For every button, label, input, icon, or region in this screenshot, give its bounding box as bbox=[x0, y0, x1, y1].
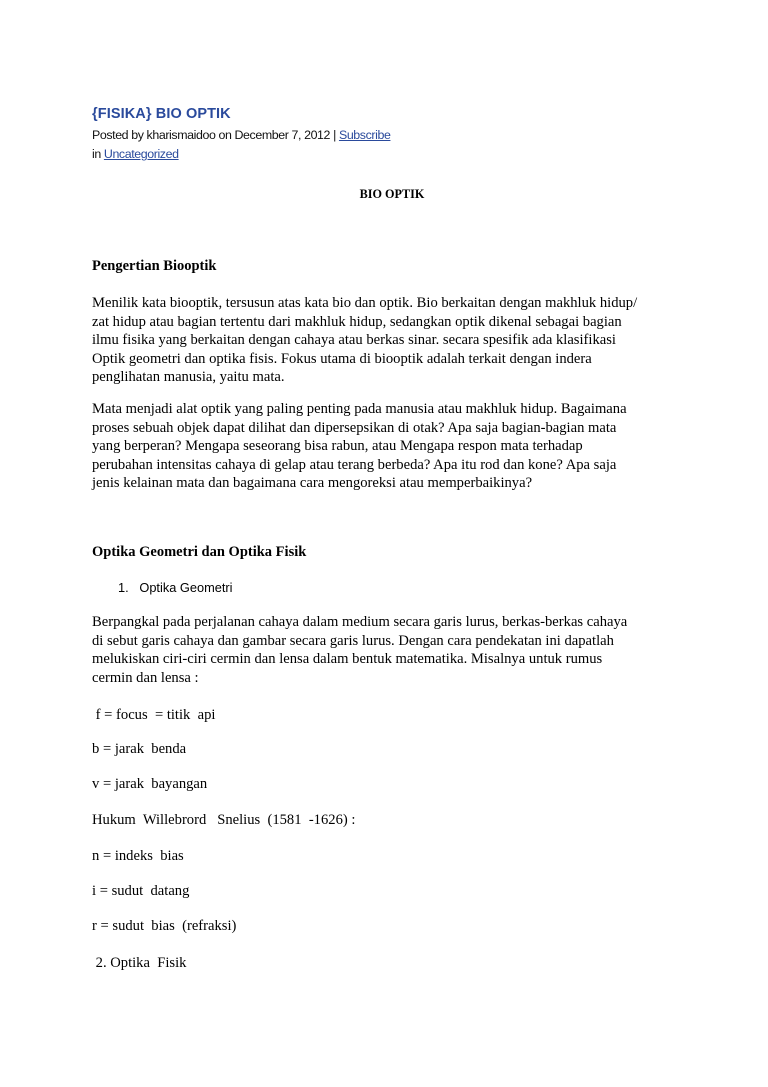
text-line: jenis kelainan mata dan bagaimana cara mengoreksi atau memperbaikinya? bbox=[92, 475, 533, 492]
subscribe-link[interactable]: Subscribe bbox=[338, 128, 391, 142]
def-jarak-bayangan bbox=[92, 776, 692, 793]
text-line: yang berperan? Mengapa seseorang bisa rabun, atau Mengapa respon mata terhadap bbox=[92, 438, 583, 455]
text-line: penglihatan manusia, yaitu mata. bbox=[92, 369, 285, 386]
document-page bbox=[92, 0, 692, 1087]
section-heading-optika bbox=[92, 544, 692, 561]
definition-line: n = indeks bias bbox=[92, 848, 184, 864]
category-link[interactable]: Uncategorized bbox=[103, 147, 179, 161]
text-line: Optik geometri dan optika fisis. Fokus utama di biooptik adalah terkait dengan indera bbox=[92, 350, 592, 367]
post-meta-line bbox=[92, 128, 390, 142]
text-line: cermin dan lensa : bbox=[92, 669, 199, 686]
section-title: Pengertian Biooptik bbox=[92, 258, 217, 274]
def-focus bbox=[92, 707, 692, 724]
def-jarak-benda bbox=[92, 741, 692, 758]
def-sudut-datang bbox=[92, 883, 692, 900]
definition-line: Hukum Willebrord Snelius (1581 -1626) : bbox=[92, 812, 356, 828]
text-line: perubahan intensitas cahaya di gelap atau terang berbeda? Apa itu rod dan kone? Apa saja bbox=[92, 456, 617, 473]
paragraph-intro bbox=[92, 294, 692, 387]
snelius-law bbox=[92, 812, 692, 829]
def-sudut-bias bbox=[92, 918, 692, 935]
list-label: Optika Geometri bbox=[139, 580, 233, 595]
post-category-line bbox=[92, 147, 179, 161]
definition-line: v = jarak bayangan bbox=[92, 776, 208, 792]
text-line: zat hidup atau bagian tertentu dari makhluk hidup, sedangkan optik dikenal sebagai bagian bbox=[92, 313, 622, 330]
definition-line: b = jarak benda bbox=[92, 741, 187, 757]
text-line: Mata menjadi alat optik yang paling penting pada manusia atau makhluk hidup. Bagaimana bbox=[92, 401, 627, 417]
text-line: proses sebuah objek dapat dilihat dan dipersepsikan di otak? Apa saja bagian-bagian mata bbox=[92, 419, 617, 436]
text-line: Menilik kata biooptik, tersusun atas kata bio dan optik. Bio berkaitan dengan makhluk hidup/ bbox=[92, 295, 638, 311]
list-number: 1. bbox=[118, 580, 129, 595]
text-line: melukiskan ciri-ciri cermin dan lensa dalam bentuk matematika. Misalnya untuk rumus bbox=[92, 651, 603, 668]
post-title[interactable]: {FISIKA} BIO OPTIK bbox=[92, 106, 231, 122]
document-heading: BIO OPTIK bbox=[359, 187, 425, 201]
definition-line: 2. Optika Fisik bbox=[92, 955, 187, 971]
definition-line: f = focus = titik api bbox=[92, 707, 216, 723]
def-indeks-bias bbox=[92, 848, 692, 865]
paragraph-berpangkal bbox=[92, 613, 692, 687]
definition-line: r = sudut bias (refraksi) bbox=[92, 918, 237, 934]
posted-by-text: Posted by kharismaidoo on December 7, 2012 | bbox=[92, 128, 339, 142]
category-prefix: in bbox=[92, 147, 104, 161]
heading-optika-fisik bbox=[92, 955, 692, 972]
section-title: Optika Geometri dan Optika Fisik bbox=[92, 544, 307, 560]
section-heading-pengertian bbox=[92, 258, 692, 275]
paragraph-mata bbox=[92, 400, 692, 493]
list-item-optika-geometri bbox=[118, 580, 233, 595]
text-line: Berpangkal pada perjalanan cahaya dalam medium secara garis lurus, berkas-berkas cahaya bbox=[92, 614, 628, 630]
text-line: ilmu fisika yang berkaitan dengan cahaya atau berkas sinar. secara spesifik ada klasifikasi bbox=[92, 332, 616, 349]
text-line: di sebut garis cahaya dan gambar secara garis lurus. Dengan cara pendekatan ini dapatlah bbox=[92, 632, 614, 649]
definition-line: i = sudut datang bbox=[92, 883, 190, 899]
